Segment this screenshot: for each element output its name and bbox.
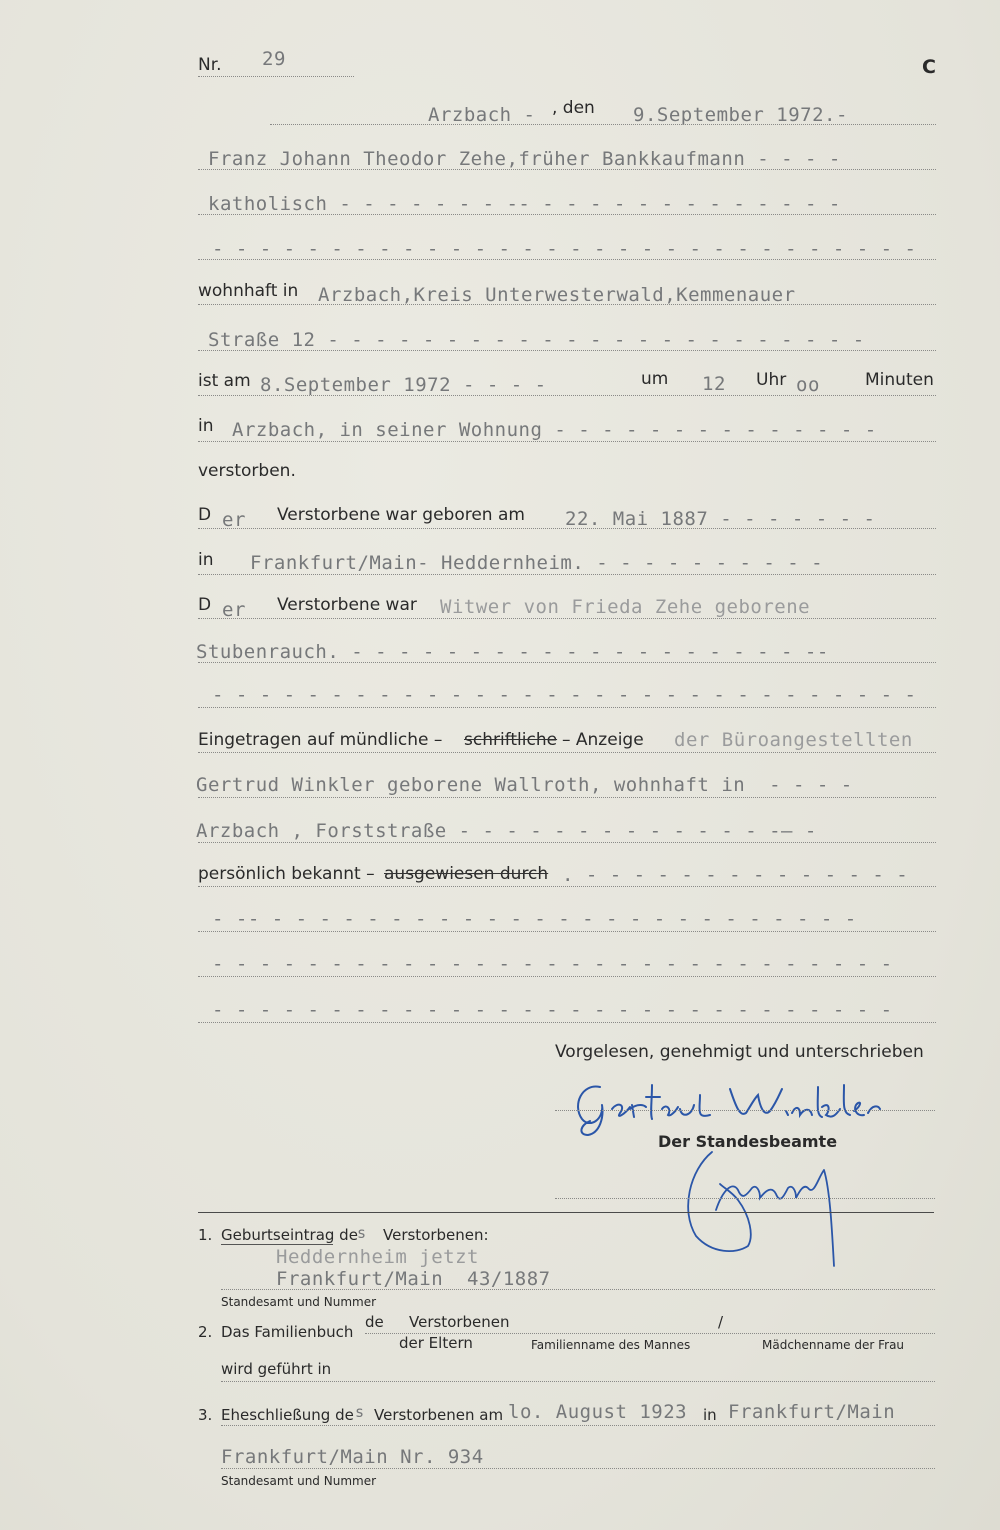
rule [221,1468,935,1469]
rule [198,304,936,305]
note-2-caption-woman: Mädchenname der Frau [762,1338,905,1352]
birth-place: Frankfurt/Main- Heddernheim. - - - - - - - - - - [250,552,824,574]
date-line-place: Arzbach - [428,104,536,126]
death-date-label: ist am [198,371,251,391]
death-date: 8.September 1972 - - - - [260,374,547,396]
note-3-label-2: Verstorbenen am [374,1406,504,1424]
note-3-line-2: Frankfurt/Main Nr. 934 [221,1446,484,1468]
rule [198,797,936,798]
residence-label: wohnhaft in [198,281,299,301]
note-1-line-2: Frankfurt/Main 43/1887 [276,1268,551,1290]
note-1-label: Geburtseintrag de [221,1226,358,1244]
registrar-label: Der Standesbeamte [658,1132,838,1151]
note-1-label-2: Verstorbenen: [383,1226,489,1244]
deceased-religion: katholisch - - - - - - - -- - - - - - - - - - - - - - [208,193,841,215]
form-letter: C [922,56,936,78]
note-1-caption: Standesamt und Nummer [221,1295,377,1309]
note-1-number: 1. [198,1226,213,1244]
rule [198,574,936,575]
death-place: Arzbach, in seiner Wohnung - - - - - - - - - - - - - - [232,419,877,441]
marital-line-2: Stubenrauch. - - - - - - - - - - - - - - - - - - - -- [196,641,829,663]
rule [198,752,936,753]
rule [198,214,936,215]
reporter-line-2: Gertrud Winkler geborene Wallroth, wohnhaft in - - - - [196,774,853,796]
note-2-eltern: der Eltern [399,1334,473,1352]
rule [198,842,936,843]
known-struck: ausgewiesen durch [384,864,549,884]
rule [198,350,936,351]
blank-line-1: - -- - - - - - - - - - - - - - - - - - - - - - - - - - [212,908,857,930]
date-line-rule [270,124,936,125]
rule [555,1198,935,1199]
birth-d-label: D [198,505,212,525]
rule [198,707,936,708]
reporter-line-3: Arzbach , Forststraße - - - - - - - - - - - - - -— - [196,820,817,842]
rule [198,441,936,442]
registrar-signature [676,1150,846,1270]
um-label: um [641,369,669,389]
rule [198,886,936,887]
uhr-label: Uhr [756,370,787,390]
note-3-caption: Standesamt und Nummer [221,1474,377,1488]
known-tail: . - - - - - - - - - - - - - - [562,864,909,886]
date-line-date: 9.September 1972.- [633,104,848,126]
rule [198,259,936,260]
note-2-number: 2. [198,1323,213,1341]
death-hour: 12 [702,373,726,395]
rule [555,1110,935,1111]
note-3-label: Eheschließung de [221,1406,354,1424]
note-3-date: lo. August 1923 [508,1401,688,1423]
note-1-line-1: Heddernheim jetzt [276,1246,479,1268]
marital-d-label: D [198,595,212,615]
birth-date: 22. Mai 1887 - - - - - - - [565,508,876,530]
note-2-wird: wird geführt in [221,1360,332,1378]
note-2-verstorbenen: Verstorbenen [409,1313,510,1331]
nr-value: 29 [262,48,286,70]
report-label-struck: schriftliche [464,730,558,750]
note-2-slash: / [718,1313,724,1331]
death-minutes: oo [796,374,820,396]
note-2-caption-man: Familienname des Mannes [531,1338,691,1352]
verstorben-label: verstorben. [198,461,296,481]
rule [198,931,936,932]
note-2-de: de [365,1313,384,1331]
reporter-line-1: der Büroangestellten [674,729,913,751]
marital-d-suffix: er [222,599,246,621]
birth-place-label: in [198,550,214,570]
rule [221,1289,935,1290]
note-3-number: 3. [198,1406,213,1424]
nr-line [198,76,354,77]
marital-line-3: - - - - - - - - - - - - - - - - - - - - - - - - - - - - - - [212,684,917,706]
note-1-suffix: s [357,1224,367,1242]
birth-label: Verstorbene war geboren am [277,505,525,525]
rule [221,1381,935,1382]
minuten-label: Minuten [865,370,934,390]
residence-line-2: Straße 12 - - - - - - - - - - - - - - - - - - - - - - - [208,329,865,351]
nr-label: Nr. [198,55,222,75]
rule [198,1022,936,1023]
den-label: , den [552,98,595,118]
rule [221,1425,935,1426]
section-separator [198,1212,934,1213]
rule [198,662,936,663]
rule [198,395,936,396]
rule [198,618,936,619]
residence-line-1: Arzbach,Kreis Unterwesterwald,Kemmenauer [318,284,796,306]
signature-statement: Vorgelesen, genehmigt und unterschrieben [555,1042,924,1062]
report-label-2: – Anzeige [562,730,644,750]
birth-d-suffix: er [222,509,246,531]
note-2-label: Das Familienbuch [221,1323,354,1341]
deceased-blank-line: - - - - - - - - - - - - - - - - - - - - - - - - - - - - - - [212,238,917,260]
known-label: persönlich bekannt – [198,864,375,884]
note-3-in: in [703,1406,717,1424]
rule [198,976,936,977]
marital-label: Verstorbene war [277,595,417,615]
deceased-name: Franz Johann Theodor Zehe,früher Bankkaufmann - - - - [208,148,841,170]
marital-status: Witwer von Frieda Zehe geborene [440,596,811,618]
rule [198,528,936,529]
report-label-1: Eingetragen auf mündliche – [198,730,443,750]
death-place-label: in [198,416,214,436]
signer-signature [560,1075,890,1135]
rule [198,169,936,170]
note-3-place: Frankfurt/Main [728,1401,896,1423]
note-3-suffix: s [355,1403,365,1421]
rule [221,1244,333,1245]
blank-line-3: - - - - - - - - - - - - - - - - - - - - - - - - - - - - - [212,999,893,1021]
blank-line-2: - - - - - - - - - - - - - - - - - - - - - - - - - - - - - [212,953,893,975]
